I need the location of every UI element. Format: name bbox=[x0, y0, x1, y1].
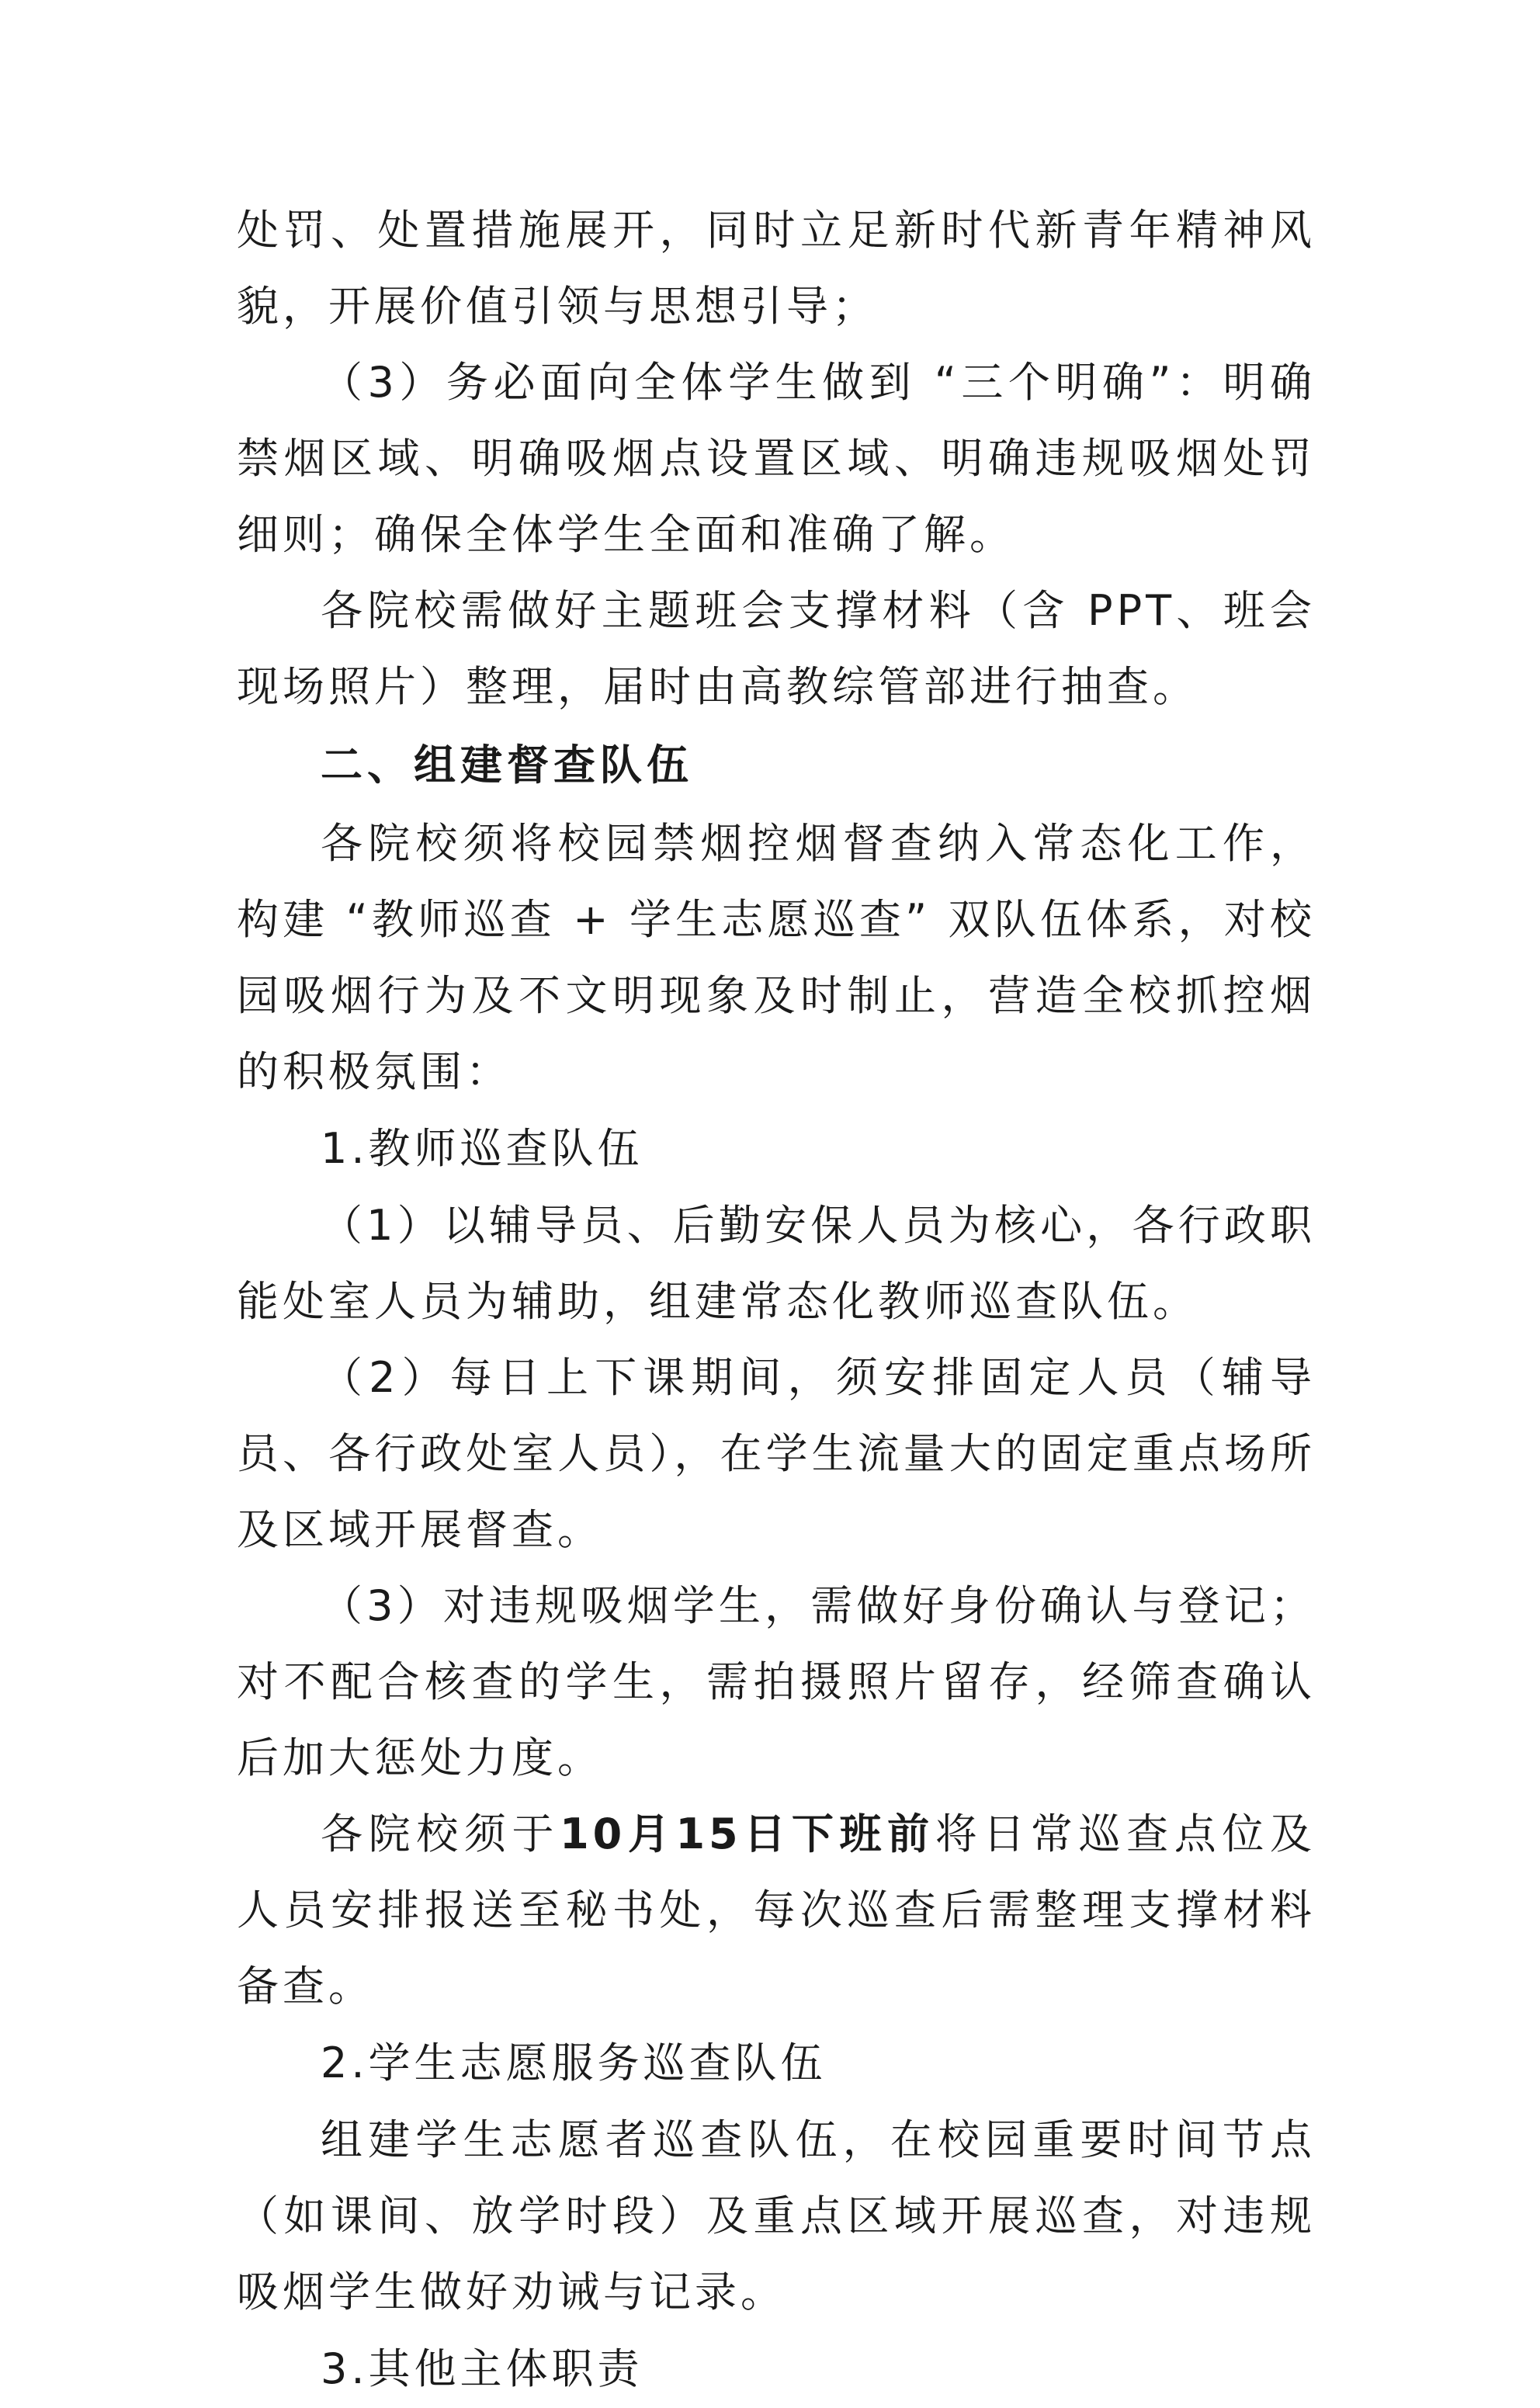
subheading-teacher-patrol: 1.教师巡查队伍 bbox=[321, 1124, 643, 1173]
paragraph-teacher-team-composition: （1）以辅导员、后勤安保人员为核心，各行政职能处室人员为辅助，组建常态化教师巡查队伍。 bbox=[237, 1201, 1316, 1326]
subheading-other-responsibilities: 3.其他主体职责 bbox=[321, 2344, 643, 2393]
deadline-text-pre: 各院校须于 bbox=[321, 1809, 560, 1858]
deadline-text-post: 将日常巡查点位及人员安排报送至秘书处，每次巡查后需整理支撑材料备查。 bbox=[237, 1809, 1316, 2011]
deadline-date: 10月15日下班前 bbox=[560, 1809, 935, 1858]
paragraph-class-meeting-materials: 各院校需做好主题班会支撑材料（含 PPT、班会现场照片）整理，届时由高教综管部进行抽查。 bbox=[237, 586, 1316, 711]
paragraph-inspection-system: 各院校须将校园禁烟控烟督查纳入常态化工作，构建 “教师巡查 + 学生志愿巡查” 双队伍体系，对校园吸烟行为及不文明现象及时制止，营造全校抓控烟的积极氛围： bbox=[237, 819, 1316, 1096]
document-body bbox=[237, 193, 1316, 2408]
paragraph-student-volunteers: 组建学生志愿者巡查队伍，在校园重要时间节点（如课间、放学时段）及重点区域开展巡查，对违规吸烟学生做好劝诫与记录。 bbox=[237, 2115, 1316, 2316]
paragraph-daily-patrol: （2）每日上下课期间，须安排固定人员（辅导员、各行政处室人员），在学生流量大的固定重点场所及区域开展督查。 bbox=[237, 1353, 1316, 1554]
section-heading-inspection-team: 二、组建督查队伍 bbox=[321, 741, 693, 789]
paragraph-violation-handling: （3）对违规吸烟学生，需做好身份确认与登记；对不配合核查的学生，需拍摄照片留存，经筛查确认后加大惩处力度。 bbox=[237, 1581, 1316, 1782]
paragraph-punishment-guidance: 处罚、处置措施展开，同时立足新时代新青年精神风貌，开展价值引领与思想引导； bbox=[237, 206, 1316, 331]
paragraph-three-clarifications: （3）务必面向全体学生做到 “三个明确”：明确禁烟区域、明确吸烟点设置区域、明确违规吸烟处罚细则；确保全体学生全面和准确了解。 bbox=[237, 358, 1316, 559]
subheading-student-volunteer-patrol: 2.学生志愿服务巡查队伍 bbox=[321, 2038, 827, 2087]
paragraph-deadline bbox=[237, 1796, 1316, 2025]
